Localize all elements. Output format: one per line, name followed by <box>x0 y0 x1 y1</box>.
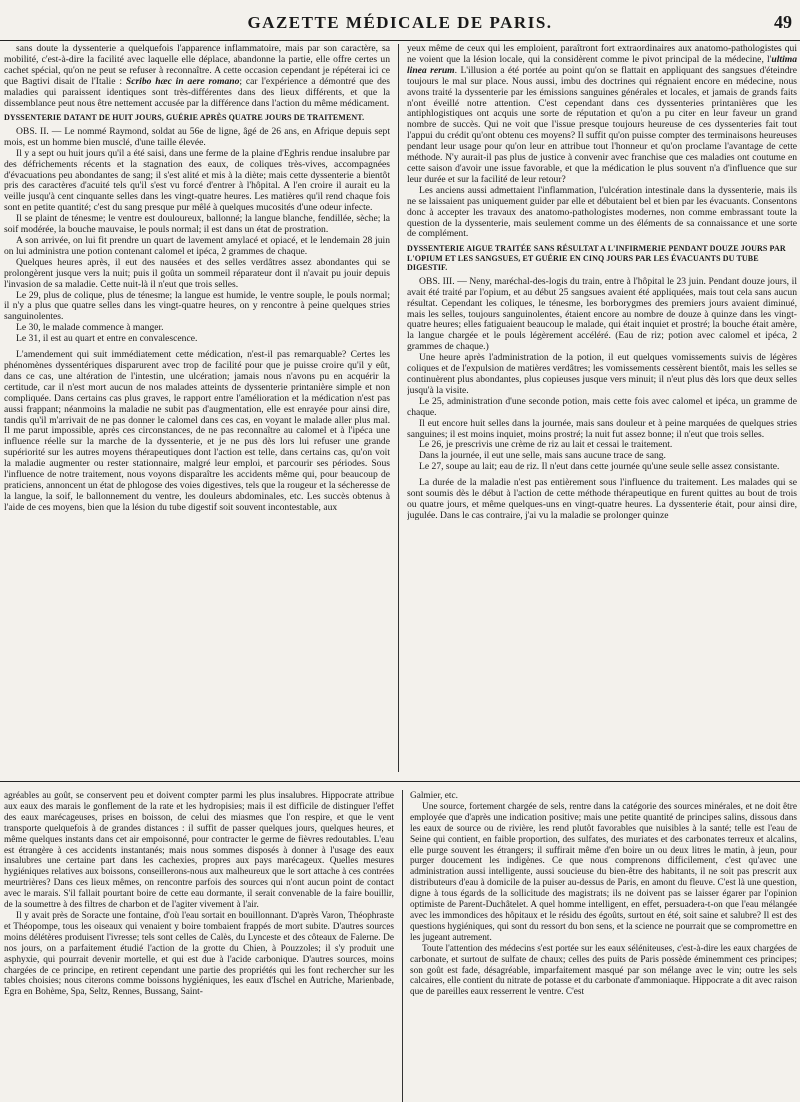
page-header <box>0 0 800 41</box>
section-heading: DYSSENTERIE AIGUE TRAITÉE SANS RÉSULTAT A L'INFIRMERIE PENDANT DOUZE JOURS PAR L'OPIUM ET LES SANGSUES, ET GUÉRIE EN CINQ JOURS PAR LES ÉVACUANTS DU TUBE DIGESTIF. <box>407 244 786 273</box>
paragraph-text: sans doute la dyssenterie a quelquefois l'apparence inflammatoire, mais par son caractère, sa mobilité, c'est-à-dire la facilité avec laquelle elle déplace, abandonne la partie, elle offre certes un cachet spécial, qu'on ne peut se refuser à reconnaître. A cette occasion cependant je répéterai ici ce que Bagtivi disait de l'Italie : <box>4 44 390 87</box>
paragraph: agréables au goût, se conservent peu et doivent compter parmi les plus insalubres. Hippocrate attribue aux eaux des marais le gonflement de la rate et les hydropisies; mais il est difficile de distinguer l'effet des eaux marécageuses, prises en boisson, de celui des miasmes que l'on respire, et que le vent transporte quelquefois à de grandes distances : il suffit de passer quelques jours, quelques heures, et même quelques instants dans cet air empoisonné, pour contracter le germe de fièvres redoutables. L'eau est étrangère à ces accidents instantanés; mais nous sommes disposés à donner à l'usage des eaux insalubres une certaine part dans les cachexies, propres aux pays marécageux. Quelles mesures hygiéniques relatives aux boissons, conseillerons-nous aux malheureux que le sort attache à ces contrées meurtrières? Dans ces lieux mêmes, on rencontre parfois des sources qui n'ont aucun point de contact avec le marais. S'il fallait pourtant boire de cette eau dormante, il serait convenable de la faire bouillir, de la soumettre à des filtres de charbon et de l'agiter vivement à l'air. <box>4 791 394 911</box>
column-lower-right <box>410 791 797 1101</box>
paragraph: Le 31, il est au quart et entre en convalescence. <box>16 333 198 345</box>
paragraph: Le 30, le malade commence à manger. <box>16 322 164 334</box>
paragraph: La durée de la maladie n'est pas entièrement sous l'influence du traitement. Les malades qui se sont soumis dès le début à l'action de cette méthode thérapeutique en furent quittes au bout de trois ou quatre jours, et même quelques-uns en vingt-quatre heures. La dyssenterie était, pour ainsi dire, jugulée. Dans le cas contraire, j'ai vu la maladie se prolonger quinze <box>407 477 797 521</box>
column-lower-left <box>4 791 394 1101</box>
paragraph: Il se plaint de ténesme; le ventre est douloureux, ballonné; la langue blanche, fendillée, sèche; la soif modérée, la bouche mauvaise, le pouls normal; il est dans un état de prostration. <box>4 213 390 236</box>
paragraph: Il y a sept ou huit jours qu'il a été saisi, dans une ferme de la plaine d'Eghris rendue insalubre par des défrichements récents et la stagnation des eaux, de coliques très-vives, accompagnées d'évacuations peu abondantes de sang; il s'est alité et mis à la diète; mais cette dyssenterie a bientôt pris des caractères d'acuité tels qu'il s'est vu forcé d'entrer à l'hôpital. A l'en croire il aurait eu la veille jusqu'à cent cinquante selles dans les vingt-quatre heures. Les matières qu'il rend chaque fois sont en petite quantité; c'est du sang presque pur mêlé à quelques mucosités d'une odeur infecte. <box>4 147 390 214</box>
paragraph: A son arrivée, on lui fit prendre un quart de lavement amylacé et opiacé, et le lendemain 28 juin on lui administra une potion contenant calomel et ipéca, 2 grammes de chaque. <box>4 235 390 257</box>
column-divider <box>402 790 403 1102</box>
paragraph: OBS. III. — Neny, maréchal-des-logis du train, entre à l'hôpital le 23 juin. Pendant douze jours, il avait été traité par l'opium, et au début 25 sangsues avaient été appliquées, mais tout cela sans aucun résultat. Cependant les coliques, le ténesme, les borborygmes des premiers jours avaient diminué, mais les selles, toujours sanguinolentes, étaient encore au nombre de douze à quinze dans les vingt-quatre heures; elles fatiguaient beaucoup le malade, qui était inquiet et prostré; la bouche était amère, la langue chargée et le pouls légèrement accéléré. (Eau de riz; potion avec calomel et ipéca, 2 grammes de chaque.) <box>407 275 797 353</box>
latin-quote: Scribo hæc in aere romano <box>125 75 240 87</box>
page-number: 49 <box>774 12 792 32</box>
column-divider <box>398 44 399 772</box>
paragraph: Toute l'attention des médecins s'est portée sur les eaux séléniteuses, c'est-à-dire les eaux chargées de carbonate, et surtout de sulfate de chaux; celles des puits de Paris possède éminemment ces principes; son goût est fade, désagréable, imparfaitement masqué par son mélange avec le vin; outre les sels calcaires, elle contient du nitrate de potasse et du carbonate d'ammoniaque. Hippocrate a dit avec raison que de pareilles eaux resserrent le ventre. C'est <box>410 943 797 998</box>
paragraph-text: yeux même de ceux qui les emploient, paraîtront fort extraordinaires aux anatomo-pathologistes qui ne voient que la lésion locale, qui la considèrent comme le pivot principal de la médecine, l' <box>407 44 797 65</box>
paragraph-text: ; car l'expérience a démontré que des maladies qui paraissent identiques sont très-différentes dans des lieux différents, et que la dissemblance peut nous être nettement accusée par la différence dans l'action du même médicament. <box>4 75 390 109</box>
paragraph: Quelques heures après, il eut des nausées et des selles verdâtres assez abondantes qui se prolongèrent jusque vers la nuit; puis il goûta un sommeil réparateur dont il n'avait pu jouir depuis l'invasion de sa maladie. Cette nuit-là il n'eut que trois selles. <box>4 256 390 290</box>
paragraph: Le 27, soupe au lait; eau de riz. Il n'eut dans cette journée qu'une seule selle assez consistante. <box>419 461 780 473</box>
paragraph: Il y avait près de Soracte une fontaine, d'où l'eau sortait en bouillonnant. D'après Varon, Théophraste et Théopompe, tous les oiseaux qui venaient y boire tombaient frappés de mort subite. D'autres sources moins délétères produisent l'ivresse; tels sont celles de Calès, du Lynceste et des côteaux de Falerne. De nos jours, on a parfaitement étudié l'action de la grotte du Chien, à Pouzzoles; il s'y produit une asphyxie, qui pourrait devenir mortelle, et qui est due à l'acide carbonique. D'autres sources, moins chargées de ce principe, en retirent cependant une partie des propriétés qui les font rechercher sur les tables choisies; nous citerons comme boissons hygiéniques, les eaux d'Ischel en Autriche, Marienbade, Egra en Bohème, Spa, Seltz, Rennes, Bussang, Saint- <box>4 910 394 998</box>
paragraph: Une source, fortement chargée de sels, rentre dans la catégorie des sources minérales, et ne doit être employée que d'après une indication positive; mais une petite quantité de principes salins, dissous dans les eaux de source ou de rivière, les rend plutôt favorables que nuisibles à la santé; telle est l'eau de Seine qui contient, en faible proportion, des sulfates, des muriates et des carbonates terreux et alcalins, elle purge souvent les étrangers; il suffirait même d'en boire un ou deux litres le matin, à jeun, pour purger doucement les indigènes. Ce que nous comprenons difficilement, c'est qu'avec une administration aussi intelligente, aussi soucieuse du bien-être des habitants, il ne soit pas prescrit aux distributeurs d'eau à domicile de la puiser au-dessus de Paris, en amont du fleuve. C'est là une question, digne à tous égards de la sollicitude des magistrats; ils ne doivent pas se laisser égarer par l'opinion optimiste de Parent-Duchâtelet. A quel homme intelligent, en effet, persuadera-t-on que l'eau mélangée avec les immondices des hôpitaux et le résidu des égoûts, surtout en été, soit saine et salubre? Il est des questions hygiéniques, qui sont du ressort du bon sens, et la science ne pourrait que se compromettre en les jugeant autrement. <box>410 801 797 943</box>
paragraph: Le 26, je prescrivis une crème de riz au lait et cessai le traitement. <box>419 439 673 451</box>
column-upper-right <box>407 44 797 772</box>
paragraph <box>4 44 390 109</box>
paragraph <box>407 44 797 186</box>
paragraph: Le 25, administration d'une seconde potion, mais cette fois avec calomel et ipéca, un gramme de chaque. <box>407 395 797 418</box>
latin-quote: ultima linea rerum <box>407 53 797 76</box>
column-upper-left <box>4 44 390 772</box>
paragraph: Dans la journée, il eut une selle, mais sans aucune trace de sang. <box>419 450 666 462</box>
paragraph: Galmier, etc. <box>410 791 458 801</box>
paragraph: Les anciens aussi admettaient l'inflammation, l'ulcération intestinale dans la dyssenterie, mais ils ne se laissaient pas uniquement guider par elle et débutaient bel et bien par les évacuants. Consentons donc à accepter les travaux des anatomo-pathologistes modernes, non comme embrassant toute la question de la dyssenterie, mais seulement comme un des éléments de sa connaissance et une sorte de complément. <box>407 184 797 240</box>
paragraph: Il eut encore huit selles dans la journée, mais sans douleur et à peine marquées de quelques stries sanguines; il est moins inquiet, moins prostré; la nuit fut assez bonne; il n'eut que trois selles. <box>407 417 797 440</box>
paragraph: L'amendement qui suit immédiatement cette médication, n'est-il pas remarquable? Certes les phénomènes dyssentériques disparurent avec trop de facilité pour que je puisse croire qu'il y eût, dans ce cas, une altération de l'intestin, une ulcération; jamais nous n'avons pu en acquérir la certitude, car il n'est mort aucun de nos malades atteints de dyssenterie printanière simple et non compliquée. Dans certains cas plus graves, le rapport entre l'amélioration et la médication n'est pas aussi frappant; néanmoins la maladie ne subit pas d'augmentation, elle est enrayée pour ainsi dire, tandis qu'il m'arrivait de ne pas donner le calomel dans ces cas, en voyant le malade aller plus mal. Il me parut impossible, après ces circonstances, de ne pas reconnaître au calomel et à l'ipéca une influence réelle sur la marche de la dyssenterie, et je ne pus dès lors lui refuser une grande supériorité sur les autres moyens thérapeutiques dont l'action est telle, dans certains cas, qu'on voit la maladie augmenter ou rester stationnaire, malgré leur emploi, et parcourir ses périodes. Sous l'influence de notre traitement, nous voyons disparaître les accidents même qui, pour beaucoup de praticiens, annoncent un état de phlogose des voies digestives, tels que la rougeur et la sécheresse de la langue, la soif, le ballonnement du ventre, les douleurs abdominales, etc. Les succès obtenus à l'aide de ces moyens, bien que la lésion du tube digestif soit souvent incontestable, aux <box>4 349 390 513</box>
journal-title: GAZETTE MÉDICALE DE PARIS. <box>247 13 553 32</box>
paragraph: Le 29, plus de colique, plus de ténesme; la langue est humide, le ventre souple, le pouls normal; il n'y a plus que quatre selles dans les vingt-quatre heures, on y rencontre à peine quelques stries sanguinolentes. <box>4 289 390 323</box>
paragraph-text: . L'illusion a été portée au point qu'on se flattait en appliquant des sangsues d'éteindre toujours le mal sur place. Nous aussi, imbu des doctrines qui régnaient encore en médecine, nous avons traité la dyssenterie par les émissions sanguines générales et locales, et jamais de grands faits n'ont éveillé notre attention. C'est cependant dans ces dyssenteries printanières que les antiphlogistiques ont acquis une sorte de réputation et qu'on a pu citer en leur faveur un grand nombre de succès. Qui ne voit que l'issue presque toujours heureuse de ces dyssenteries fait tout l'appui du crédit qu'ont obtenu ces moyens? Il suffit qu'on puisse compter des terminaisons heureuses pendant leur usage pour qu'on leur en attribue tout l'honneur et qu'on proclame l'avantage de cette méthode. N'y aurait-il pas plus de justice à convenir avec franchise que ces maladies ont coutume en cette saison d'avoir une issue favorable, et que la médication le plus souvent n'a d'influence que sur leur durée et sur la facilité de leur retour? <box>407 64 797 185</box>
paragraph: Une heure après l'administration de la potion, il eut quelques vomissements suivis de légères coliques et de l'expulsion de matières verdâtres; les vomissements cessèrent bientôt, mais les selles se continuèrent plus abondantes, plus copieuses jusque vers minuit; il n'eut plus dès lors que deux selles jusqu'à la visite. <box>407 352 797 396</box>
section-heading: DYSSENTERIE DATANT DE HUIT JOURS, GUÉRIE APRÈS QUATRE JOURS DE TRAITEMENT. <box>4 113 365 123</box>
feuilleton-divider <box>0 781 800 782</box>
paragraph: OBS. II. — Le nommé Raymond, soldat au 56e de ligne, âgé de 26 ans, en Afrique depuis sept mois, est un homme bien musclé, d'une taille élevée. <box>4 125 390 148</box>
